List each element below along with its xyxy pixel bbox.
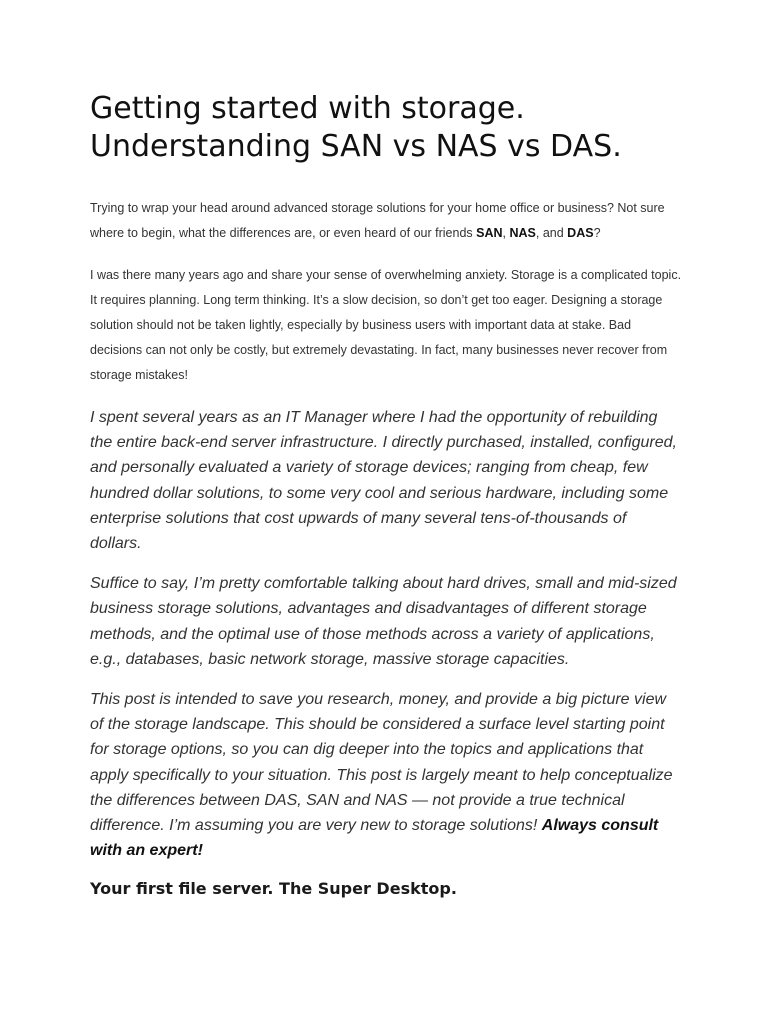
intro-text: Trying to wrap your head around advanced storage solutions for your home office or business? Not sure where to begin, what the differences are, or even heard of our friends <box>90 201 665 240</box>
purpose-paragraph <box>90 687 682 863</box>
page-title-line-1: Getting started with storage. <box>90 91 525 126</box>
intro-separator-1: , <box>502 226 510 240</box>
experience-paragraph: I spent several years as an IT Manager where I had the opportunity of rebuilding the entire back-end server infrastructure. I directly purchased, installed, configured, and personally evaluated a variety of storage devices; ranging from cheap, few hundred dollar solutions, to some very cool and serious hardware, including some enterprise solutions that cost upwards of many several tens-of-thousands of dollars. <box>90 409 677 553</box>
term-das: DAS <box>567 226 594 240</box>
anxiety-paragraph: I was there many years ago and share your sense of overwhelming anxiety. Storage is a complicated topic. It requires planning. Long term thinking. It’s a slow decision, so don’t get too eager. Designing a storage solution should not be taken lightly, especially by business users with important data at stake. Bad decisions can not only be costly, but extremely devastating. In fact, many businesses never recover from storage mistakes! <box>90 268 682 382</box>
page-title <box>90 90 682 166</box>
purpose-text: This post is intended to save you research, money, and provide a big picture view of the storage landscape. This should be considered a surface level starting point for storage options, so you can dig deeper into the topics and applications that apply specifically to your situation. This post is largely meant to help conceptualize the differences between DAS, SAN and NAS — not provide a true technical difference. I’m assuming you are very new to storage solutions! <box>90 691 673 835</box>
intro-paragraph <box>90 196 682 246</box>
article <box>90 90 682 900</box>
term-nas: NAS <box>509 226 536 240</box>
intro-separator-2: , and <box>535 226 568 240</box>
section-heading: Your first file server. The Super Desktop. <box>90 879 457 899</box>
comfort-paragraph: Suffice to say, I’m pretty comfortable talking about hard drives, small and mid-sized business storage solutions, advantages and disadvantages of different storage methods, and the optimal use of those methods across a variety of applications, e.g., databases, basic network storage, massive storage capacities. <box>90 575 677 668</box>
page-title-line-2: Understanding SAN vs NAS vs DAS. <box>90 129 622 164</box>
expert-advice: Always consult with an expert! <box>90 817 659 860</box>
intro-end: ? <box>593 226 601 240</box>
term-san: SAN <box>476 226 503 240</box>
